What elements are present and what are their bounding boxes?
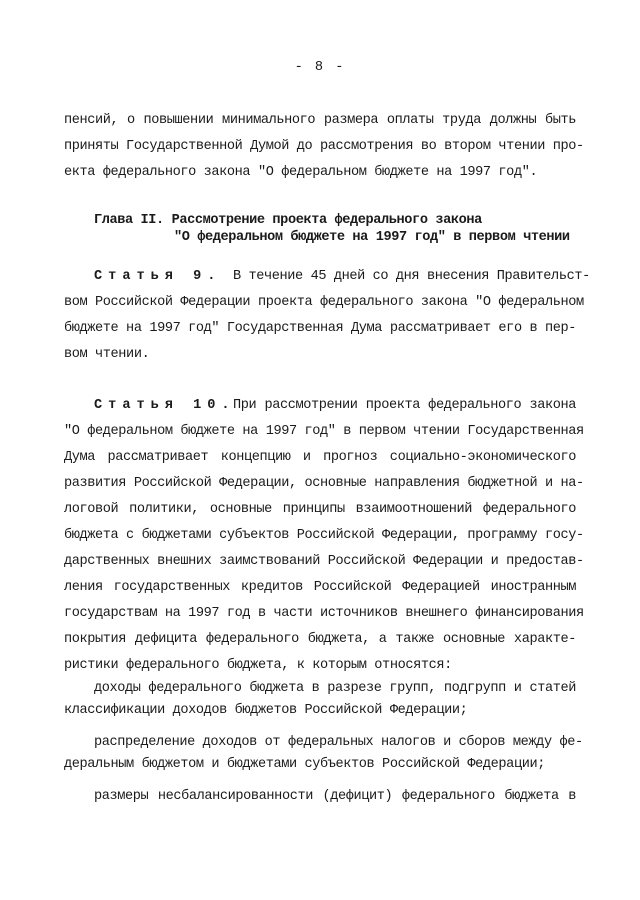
article-10-line: "О федеральном бюджете на 1997 год" в первом чтении Государственная — [64, 424, 584, 439]
article-10-line: бюджета с бюджетами субъектов Российской Федерации, программу госу- — [64, 528, 584, 543]
list-item-line: доходы федерального бюджета в разрезе групп, подгрупп и статей — [94, 681, 576, 696]
article-10-line: логовой политики, основные принципы взаимоотношений федерального — [64, 502, 576, 517]
chapter-heading-line1: Глава II. Рассмотрение проекта федерального закона — [94, 213, 482, 228]
page-number: - 8 - — [294, 60, 346, 75]
article-10-label: Статья 10. — [94, 398, 236, 413]
article-9-label: Статья 9. — [94, 269, 222, 284]
article-10-line: покрытия дефицита федерального бюджета, а также основные характе- — [64, 632, 576, 647]
article-10-line: дарственных внешних заимствований Российской Федерации и предостав- — [64, 554, 584, 569]
article-9-line: бюджете на 1997 год" Государственная Дума рассматривает его в пер- — [64, 321, 577, 336]
article-9-line: вом Российской Федерации проекта федерального закона "О федеральном — [64, 295, 584, 310]
article-10-line: Дума рассматривает концепцию и прогноз социально-экономического — [64, 450, 576, 465]
list-item-line: распределение доходов от федеральных налогов и сборов между фе- — [94, 735, 583, 750]
article-10-line: развития Российской Федерации, основные направления бюджетной и на- — [64, 476, 584, 491]
article-10-line: ристики федерального бюджета, к которым относятся: — [64, 658, 452, 673]
chapter-heading-line2: "О федеральном бюджете на 1997 год" в первом чтении — [174, 230, 570, 245]
intro-line: приняты Государственной Думой до рассмотрения во втором чтении про- — [64, 139, 584, 154]
list-item-line: размеры несбалансированности (дефицит) федерального бюджета в — [94, 789, 576, 804]
list-item-line: деральным бюджетом и бюджетами субъектов Российской Федерации; — [64, 757, 545, 772]
article-9-line: В течение 45 дней со дня внесения Правительст- — [233, 269, 590, 284]
article-10-line: государствам на 1997 год в части источников внешнего финансирования — [64, 606, 584, 621]
article-10-line: ления государственных кредитов Российской Федерацией иностранным — [64, 580, 576, 595]
intro-line: пенсий, о повышении минимального размера оплаты труда должны быть — [64, 113, 576, 128]
intro-line: екта федерального закона "О федеральном бюджете на 1997 год". — [64, 165, 538, 180]
article-10-line: При рассмотрении проекта федерального закона — [233, 398, 576, 413]
article-9-line: вом чтении. — [64, 347, 150, 362]
list-item-line: классификации доходов бюджетов Российской Федерации; — [64, 703, 468, 718]
